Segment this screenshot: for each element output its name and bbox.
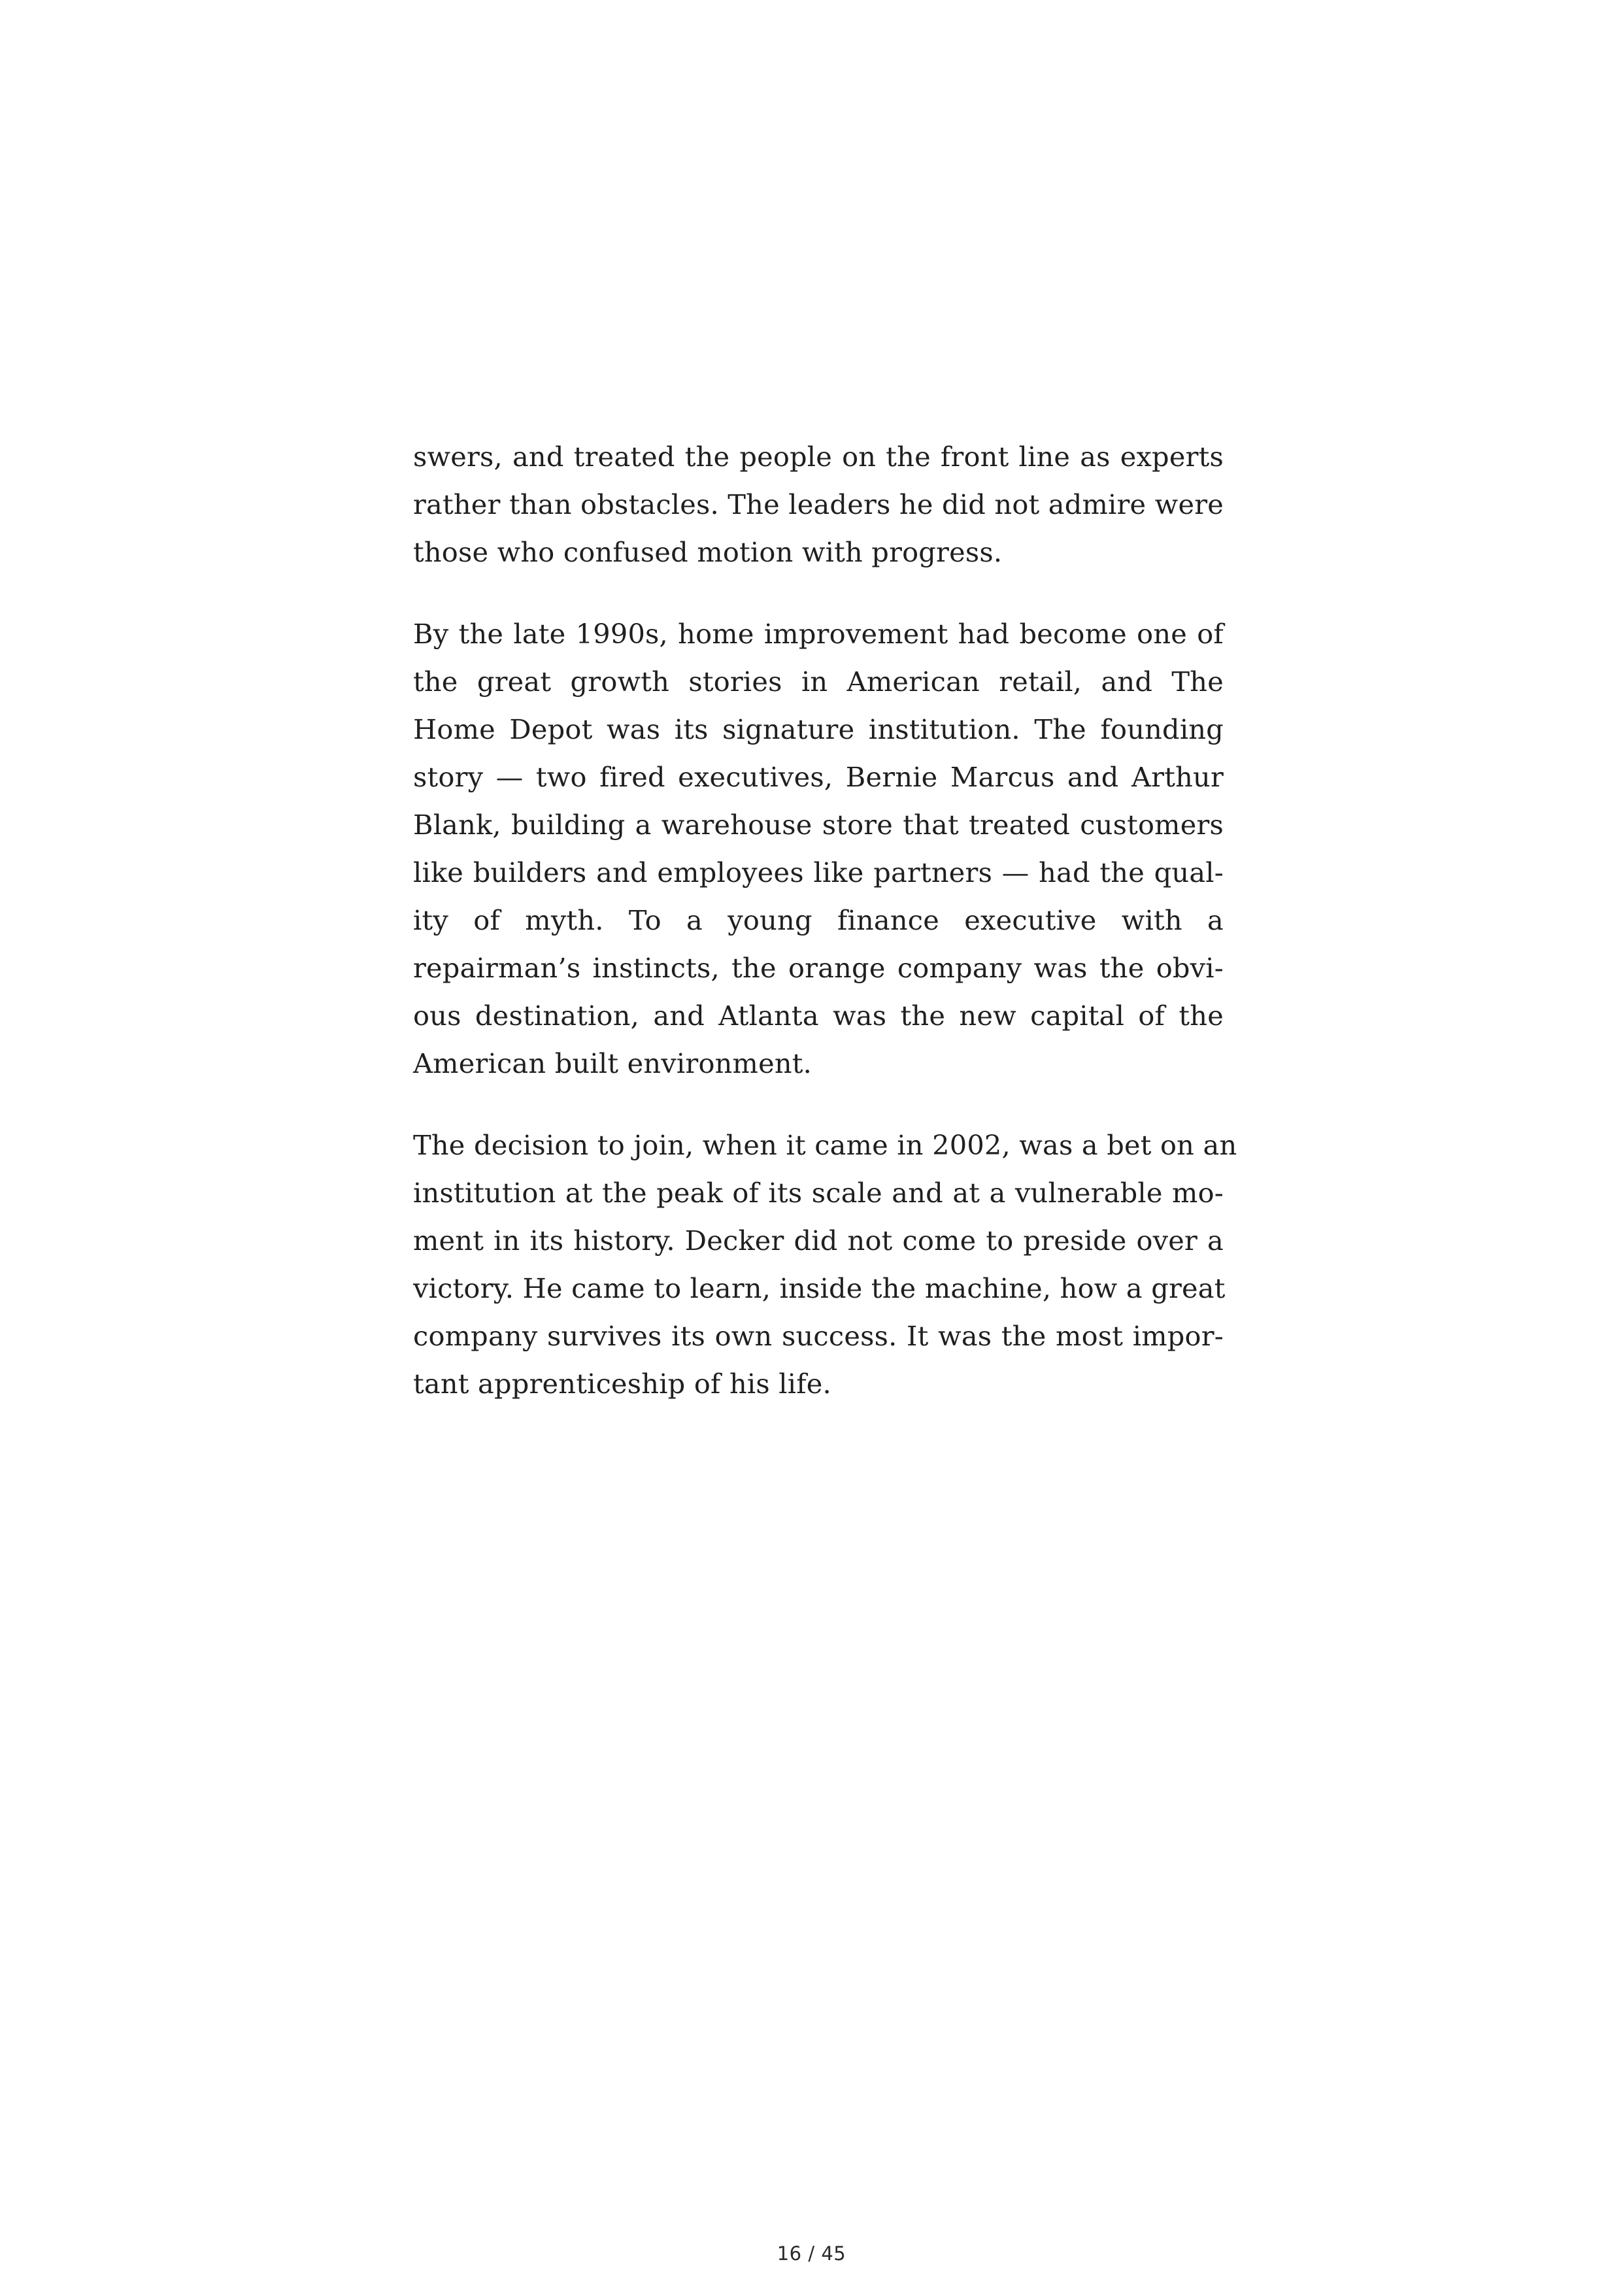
paragraph-1 — [413, 433, 1224, 576]
text-line: tant apprenticeship of his life. — [413, 1368, 831, 1400]
text-line: like builders and employees like partners — had the qual- — [413, 856, 1224, 888]
text-line: the great growth stories in American retail, and The — [413, 666, 1224, 698]
text-line: Blank, building a warehouse store that treated customers — [413, 809, 1224, 841]
text-line: The decision to join, when it came in 2002, was a bet on an — [413, 1129, 1237, 1161]
text-line: swers, and treated the people on the front line as experts — [413, 441, 1224, 473]
text-line: ity of myth. To a young finance executive with a — [413, 904, 1224, 936]
text-line: rather than obstacles. The leaders he did not admire were — [413, 488, 1224, 520]
paragraph-3 — [413, 1121, 1237, 1408]
text-line: victory. He came to learn, inside the machine, how a great — [413, 1272, 1226, 1304]
text-line: By the late 1990s, home improvement had become one of — [413, 618, 1224, 650]
text-line: American built environment. — [413, 1047, 812, 1079]
text-line: Home Depot was its signature institution. The founding — [413, 713, 1224, 745]
text-line: story — two fired executives, Bernie Marcus and Arthur — [413, 761, 1224, 793]
body-text — [413, 433, 1237, 1442]
text-line: institution at the peak of its scale and at a vulnerable mo- — [413, 1177, 1224, 1209]
text-line: ous destination, and Atlanta was the new capital of the — [413, 1000, 1224, 1032]
text-line: ment in its history. Decker did not come to preside over a — [413, 1224, 1224, 1257]
text-line: company survives its own success. It was the most impor- — [413, 1320, 1224, 1352]
page-number: 16 / 45 — [777, 2242, 846, 2265]
paragraph-2 — [413, 610, 1224, 1087]
text-line: those who confused motion with progress. — [413, 536, 1003, 568]
text-line: repairman’s instincts, the orange company was the obvi- — [413, 952, 1224, 984]
